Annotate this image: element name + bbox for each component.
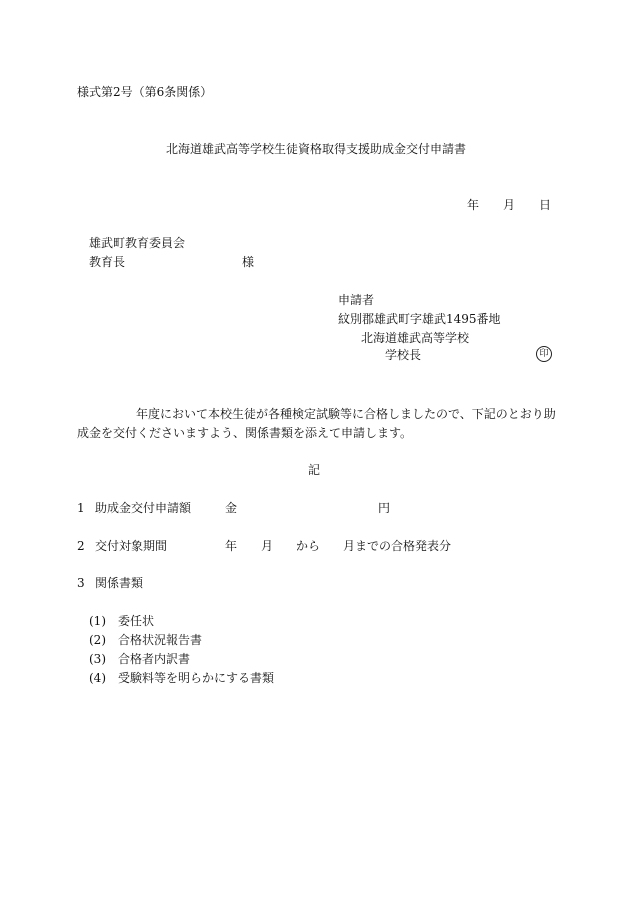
date-month: 月 xyxy=(503,198,516,212)
form-number: 様式第2号（第6条関係） xyxy=(77,85,213,99)
document-item-label: 合格者内訳書 xyxy=(118,652,191,666)
item1-label: 助成金交付申請額 xyxy=(95,501,192,515)
applicant-principal: 学校長 xyxy=(385,348,422,362)
document-item-number: (4) xyxy=(89,671,106,685)
item1-kin: 金 xyxy=(225,501,238,515)
date-year: 年 xyxy=(467,198,480,212)
item1-yen: 円 xyxy=(378,501,391,515)
applicant-label: 申請者 xyxy=(338,293,375,307)
item2-label: 交付対象期間 xyxy=(95,539,168,553)
seal-mark: 印 xyxy=(536,346,552,362)
item2-month: 月 xyxy=(261,539,274,553)
applicant-address: 紋別郡雄武町字雄武1495番地 xyxy=(338,312,501,326)
document-item-label: 受験料等を明らかにする書類 xyxy=(118,671,275,685)
applicant-school: 北海道雄武高等学校 xyxy=(361,331,470,345)
body-line-1: 年度において本校生徒が各種検定試験等に合格しましたので、下記のとおり助 xyxy=(136,407,556,421)
document-item-number: (2) xyxy=(89,633,106,647)
addressee-role: 教育長 xyxy=(89,255,126,269)
addressee-honorific: 様 xyxy=(242,255,255,269)
item2-kara: から xyxy=(296,539,321,553)
item1-number: 1 xyxy=(77,501,85,515)
item3-label: 関係書類 xyxy=(95,576,144,590)
item2-year: 年 xyxy=(225,539,238,553)
ki-heading: 記 xyxy=(308,463,321,477)
item2-number: 2 xyxy=(77,539,85,553)
document-item-number: (3) xyxy=(89,652,106,666)
body-line-2: 成金を交付くださいますよう、関係書類を添えて申請します。 xyxy=(77,426,413,440)
item2-month-until: 月までの合格発表分 xyxy=(343,539,452,553)
date-day: 日 xyxy=(539,198,552,212)
addressee-org: 雄武町教育委員会 xyxy=(89,236,186,250)
document-item-number: (1) xyxy=(89,614,106,628)
document-title: 北海道雄武高等学校生徒資格取得支援助成金交付申請書 xyxy=(166,142,467,156)
item3-number: 3 xyxy=(77,576,85,590)
document-item-label: 委任状 xyxy=(118,614,155,628)
document-item-label: 合格状況報告書 xyxy=(118,633,203,647)
